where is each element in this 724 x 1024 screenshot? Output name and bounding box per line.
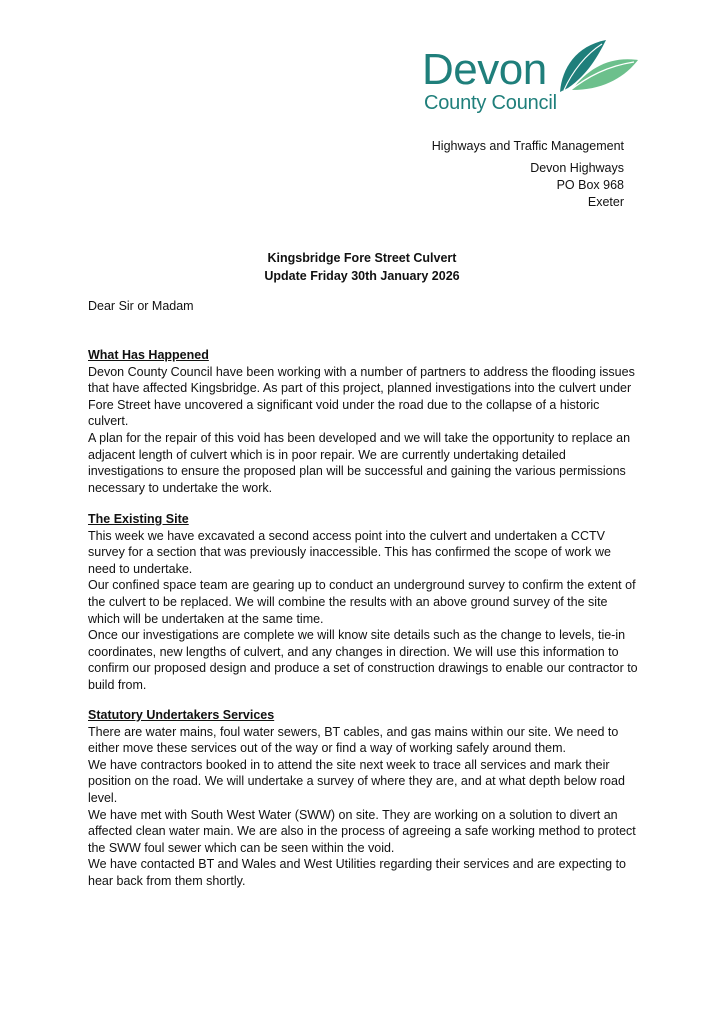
department-name: Highways and Traffic Management xyxy=(431,139,624,153)
paragraph: Once our investigations are complete we will know site details such as the change to levels, tie-in coordinates, new lengths of culvert, and any changes in direction. We will use this information to confirm our proposed design and produce a set of construction drawings to enable our contractor to build from. xyxy=(88,628,638,692)
address-line: PO Box 968 xyxy=(556,178,624,192)
postal-address xyxy=(530,160,624,211)
address-line: Devon Highways xyxy=(530,161,624,175)
section-heading: The Existing Site xyxy=(88,512,189,526)
paragraph: We have contractors booked in to attend the site next week to trace all services and mark their position on the road. We will undertake a survey of where they are, and at what depth below road level. xyxy=(88,757,625,805)
section-heading: What Has Happened xyxy=(88,348,209,362)
section-statutory-undertakers xyxy=(88,707,640,890)
paragraph: A plan for the repair of this void has been developed and we will take the opportunity to replace an adjacent length of culvert which is in poor repair. We are currently undertaking detailed investigations to ensure the proposed plan will be successful and gaining the various permissions necessary to undertake the work. xyxy=(88,430,631,495)
section-heading: Statutory Undertakers Services xyxy=(88,708,275,722)
section-what-has-happened xyxy=(88,347,640,496)
title-date-line: Update Friday 30th January 2026 xyxy=(264,269,460,283)
paragraph: Devon County Council have been working with a number of partners to address the flooding issues that have affected Kingsbridge. As part of this project, planned investigations into the culvert under Fore Street have uncovered a significant void under the road due to the collapse of a historic culvert. xyxy=(88,364,635,429)
greeting: Dear Sir or Madam xyxy=(88,299,194,313)
paragraph: We have met with South West Water (SWW) on site. They are working on a solution to divert an affected clean water main. We are also in the process of agreeing a safe working method to protect the SWW foul sewer which can be seen within the void. xyxy=(88,807,636,855)
logo-subtitle: County Council xyxy=(424,92,557,114)
address-line: Exeter xyxy=(587,195,624,209)
paragraph: There are water mains, foul water sewers, BT cables, and gas mains within our site. We need to either move these services out of the way or find a way of working safely around them. xyxy=(88,724,619,756)
leaf-icon xyxy=(558,38,640,94)
paragraph: We have contacted BT and Wales and West Utilities regarding their services and are expecting to hear back from them shortly. xyxy=(88,857,627,888)
paragraph: This week we have excavated a second access point into the culvert and undertaken a CCTV survey for a section that was previously inaccessible. This has confirmed the scope of work we need to undertake. xyxy=(88,528,611,576)
devon-county-council-logo xyxy=(418,38,640,118)
paragraph: Our confined space team are gearing up to conduct an underground survey to confirm the extent of the culvert to be replaced. We will combine the results with an above ground survey of the site which will be undertaken at the same time. xyxy=(88,578,636,626)
logo-wordmark: Devon xyxy=(422,45,547,94)
document-title xyxy=(0,249,724,285)
section-existing-site xyxy=(88,511,640,694)
title-line: Kingsbridge Fore Street Culvert xyxy=(267,251,457,265)
